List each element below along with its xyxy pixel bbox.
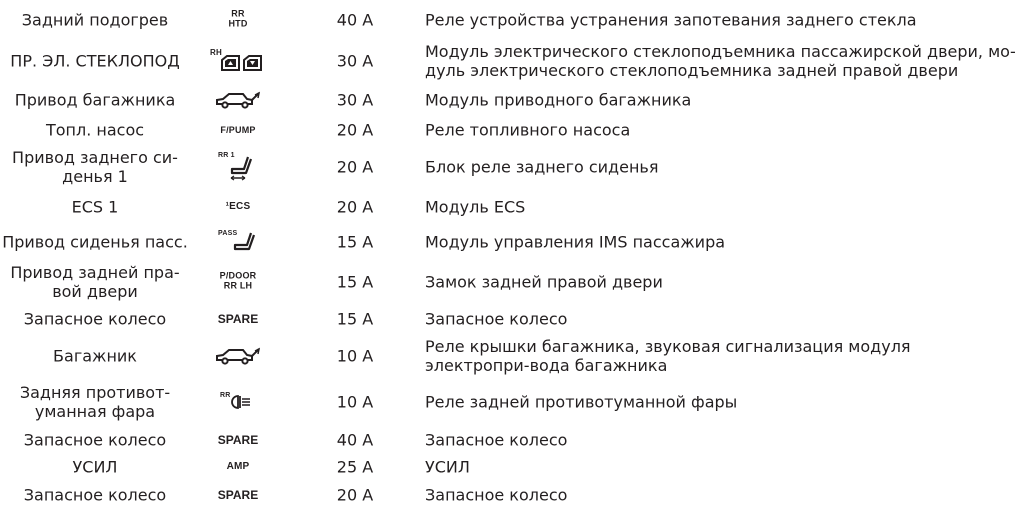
fuse-description: Блок реле заднего сиденья xyxy=(425,157,659,177)
fuse-description: Запасное колесо xyxy=(425,430,568,450)
fuse-name: Привод задней пра-вой двери xyxy=(10,263,180,301)
fuse-name: Запасное колесо xyxy=(23,309,167,329)
fuse-row xyxy=(0,195,1024,219)
car-trunk-icon xyxy=(203,91,273,109)
fuse-name: Задний подогрев xyxy=(21,10,169,30)
fuse-rating: 40 A xyxy=(336,430,374,450)
fuse-name: Привод сиденья пасс. xyxy=(2,232,188,252)
fuse-rating: 30 A xyxy=(336,51,374,71)
spare-icon: SPARE xyxy=(217,312,259,326)
fuse-name: ECS 1 xyxy=(71,197,119,217)
fuse-name: Привод заднего си-денья 1 xyxy=(12,148,178,186)
fuse-row xyxy=(0,88,1024,112)
fuse-rating: 10 A xyxy=(336,346,374,366)
rear-fog-lamp-icon: RR xyxy=(203,391,273,413)
fuse-row xyxy=(0,8,1024,32)
fuse-rating: 20 A xyxy=(336,120,374,140)
spare-icon: SPARE xyxy=(217,433,259,447)
fuse-description: Реле топливного насоса xyxy=(425,120,631,140)
ecs-icon: ¹ECS xyxy=(225,201,251,212)
rr-htd-icon: RR HTD xyxy=(228,8,248,29)
fuse-description: Реле устройства устранения запотевания заднего стекла xyxy=(425,10,917,30)
fuse-name: Топл. насос xyxy=(45,120,145,140)
car-trunk-icon xyxy=(203,347,273,365)
rear-seat-1-icon: RR 1 xyxy=(203,151,273,183)
fuse-row xyxy=(0,428,1024,452)
fuse-rating: 10 A xyxy=(336,392,374,412)
fuse-description: Запасное колесо xyxy=(425,309,568,329)
fuse-description: Реле крышки багажника, звуковая сигнализация модуля электропри-вода багажника xyxy=(425,337,911,375)
fuse-name: Запасное колесо xyxy=(23,430,167,450)
fuse-rating: 25 A xyxy=(336,457,374,477)
f-pump-icon: F/PUMP xyxy=(220,125,256,135)
fuse-row xyxy=(0,336,1024,376)
fuse-rating: 30 A xyxy=(336,90,374,110)
fuse-description: УСИЛ xyxy=(425,457,470,477)
fuse-description: Реле задней противотуманной фары xyxy=(425,392,738,412)
fuse-rating: 40 A xyxy=(336,10,374,30)
fuse-name: Багажник xyxy=(53,346,137,366)
pass-seat-icon: PASS xyxy=(203,229,273,255)
fuse-rating: 20 A xyxy=(336,485,374,505)
fuse-rating: 15 A xyxy=(336,272,374,292)
fuse-name: Привод багажника xyxy=(14,90,176,110)
fuse-row xyxy=(0,228,1024,256)
fuse-description: Модуль управления IMS пассажира xyxy=(425,232,726,252)
fuse-rating: 20 A xyxy=(336,197,374,217)
fuse-rating: 15 A xyxy=(336,309,374,329)
fuse-row xyxy=(0,118,1024,142)
fuse-row xyxy=(0,147,1024,187)
fuse-rating: 20 A xyxy=(336,157,374,177)
fuse-row xyxy=(0,262,1024,302)
fuse-name: Запасное колесо xyxy=(23,485,167,505)
fuse-row xyxy=(0,382,1024,422)
fuse-row xyxy=(0,455,1024,479)
fuse-description: Модуль электрического стеклоподъемника пассажирской двери, мо-дуль электрического стеклоподъемника задней правой двери xyxy=(425,42,1016,80)
p-door-rr-lh-icon: P/DOOR RR LH xyxy=(219,270,257,291)
spare-icon: SPARE xyxy=(217,488,259,502)
fuse-name: УСИЛ xyxy=(72,457,118,477)
amp-icon: AMP xyxy=(226,461,250,472)
fuse-row xyxy=(0,40,1024,82)
fuse-description: Запасное колесо xyxy=(425,485,568,505)
fuse-name: Задняя противот-уманная фара xyxy=(19,383,171,421)
fuse-description: Замок задней правой двери xyxy=(425,272,663,292)
fuse-description: Модуль приводного багажника xyxy=(425,90,692,110)
fuse-description: Модуль ECS xyxy=(425,197,526,217)
fuse-rating: 15 A xyxy=(336,232,374,252)
power-window-rh-icon: RH xyxy=(203,50,273,72)
fuse-row xyxy=(0,307,1024,331)
fuse-row xyxy=(0,483,1024,507)
fuse-name: ПР. ЭЛ. СТЕКЛОПОД xyxy=(10,51,180,71)
